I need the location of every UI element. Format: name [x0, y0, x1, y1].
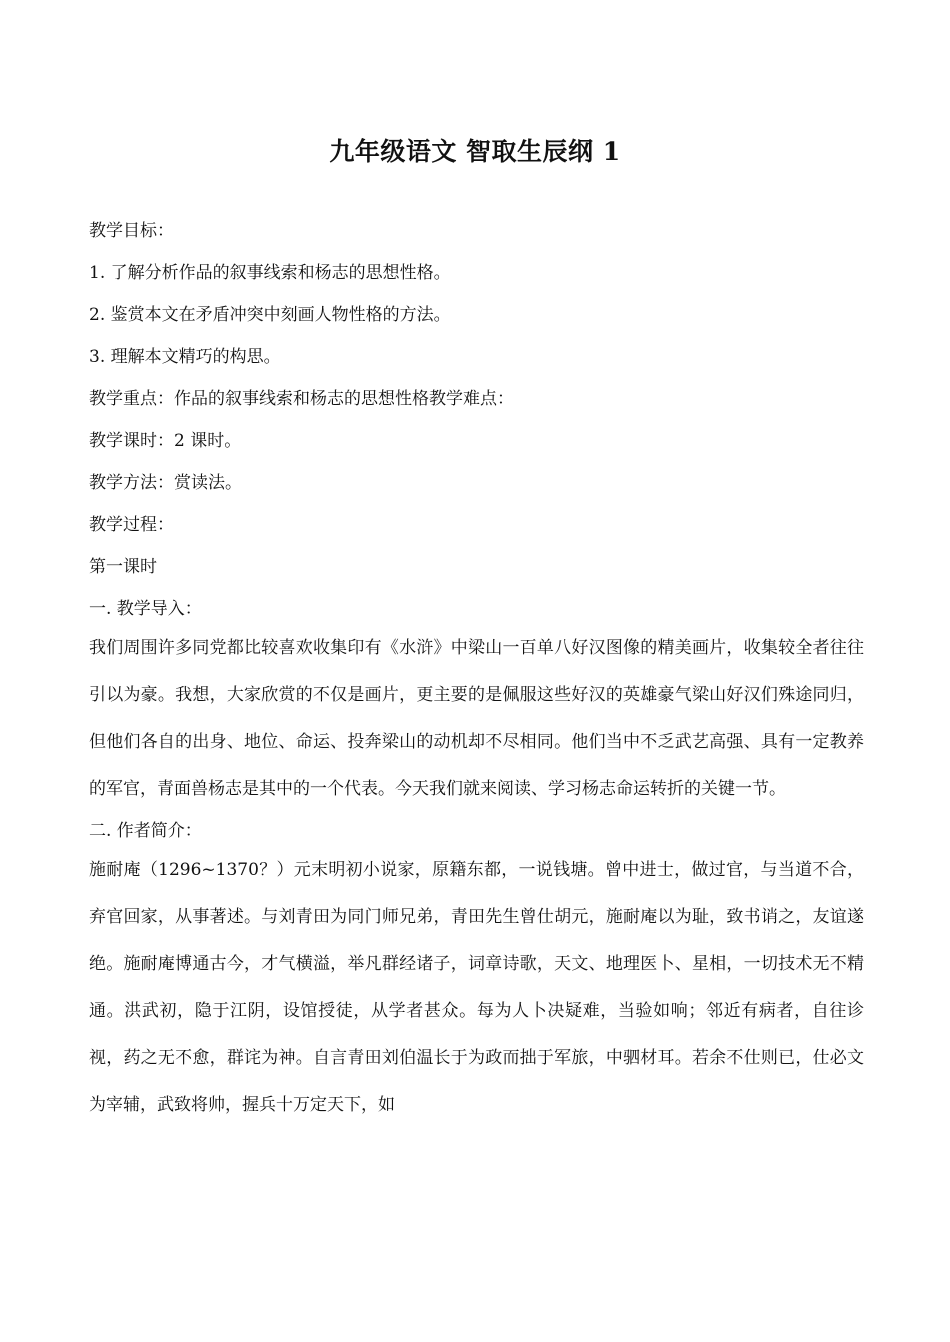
- intro-heading: 一. 教学导入：: [89, 599, 202, 619]
- objective-item-3: 3. 理解本文精巧的构思。: [89, 347, 281, 367]
- objective-item-1: 1. 了解分析作品的叙事线索和杨志的思想性格。: [89, 263, 451, 283]
- objective-item-2: 2. 鉴赏本文在矛盾冲突中刻画人物性格的方法。: [89, 305, 451, 325]
- document-body: [89, 210, 864, 1126]
- teaching-focus: 教学重点：作品的叙事线索和杨志的思想性格教学难点：: [89, 389, 514, 409]
- first-lesson-heading: 第一课时: [89, 557, 157, 577]
- intro-paragraph: 我们周围许多同党都比较喜欢收集印有《水浒》中梁山一百单八好汉图像的精美画片，收集较全者往往引以为豪。我想，大家欣赏的不仅是画片，更主要的是佩服这些好汉的英雄豪气梁山好汉们殊途同归，但他们各自的出身、地位、命运、投奔梁山的动机却不尽相同。他们当中不乏武艺高强、具有一定教养的军官，青面兽杨志是其中的一个代表。今天我们就来阅读、学习杨志命运转折的关键一节。: [89, 638, 864, 799]
- author-paragraph: 施耐庵（1296~1370？）元末明初小说家，原籍东都，一说钱塘。曾中进士，做过官，与当道不合，弃官回家，从事著述。与刘青田为同门师兄弟，青田先生曾仕胡元，施耐庵以为耻，致书诮之，友谊遂绝。施耐庵博通古今，才气横溢，举凡群经诸子，词章诗歌，天文、地理医卜、星相，一切技术无不精通。洪武初，隐于江阴，设馆授徒，从学者甚众。每为人卜决疑难，当验如响；邻近有病者，自往诊视，药之无不愈，群诧为神。自言青田刘伯温长于为政而拙于军旅，中驷材耳。若余不仕则已，仕必文为宰辅，武致将帅，握兵十万定天下，如: [89, 860, 864, 1115]
- objectives-heading: 教学目标：: [89, 221, 174, 241]
- teaching-process-heading: 教学过程：: [89, 515, 174, 535]
- document-title: 九年级语文 智取生辰纲 1: [329, 137, 621, 166]
- author-heading: 二. 作者简介：: [89, 821, 202, 841]
- teaching-hours: 教学课时：2 课时。: [89, 431, 242, 451]
- teaching-method: 教学方法：赏读法。: [89, 473, 242, 493]
